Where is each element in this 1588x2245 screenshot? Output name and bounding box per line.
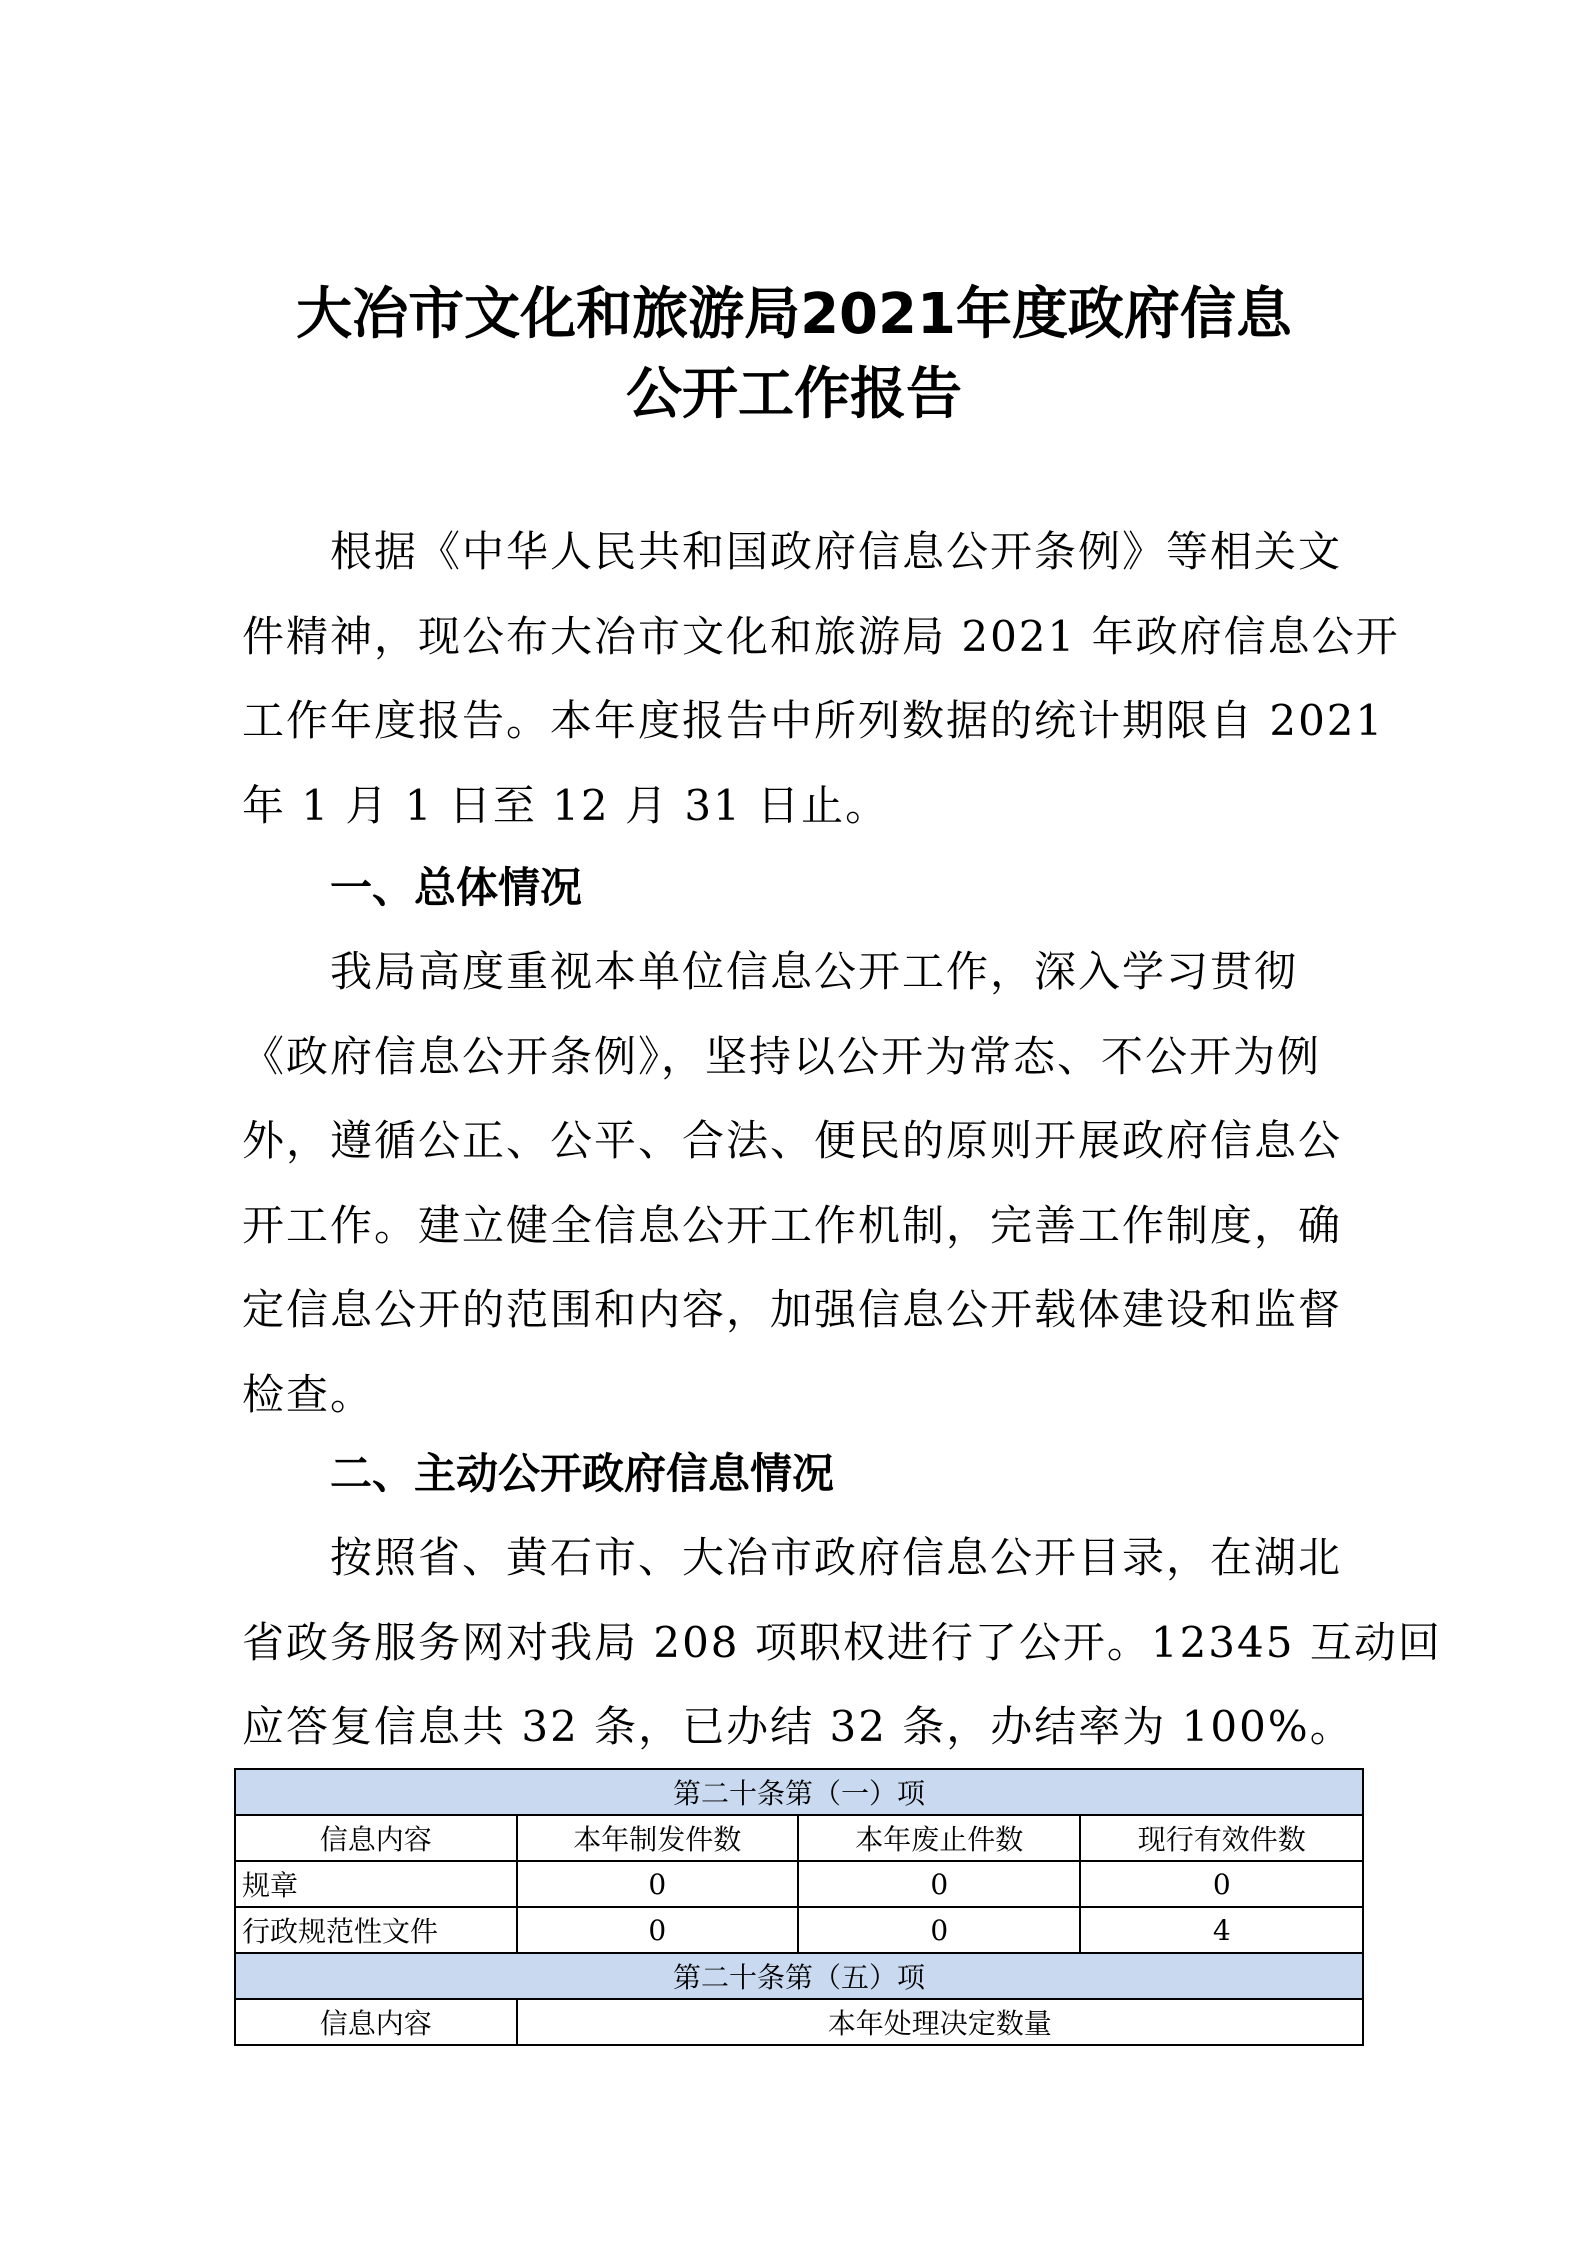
section-1-line: 检查。: [242, 1369, 375, 1419]
intro-line: 年 1 月 1 日至 12 月 31 日止。: [242, 780, 890, 830]
intro-line: 根据《中华人民共和国政府信息公开条例》等相关文: [242, 527, 1343, 576]
table-row: [235, 1907, 1363, 1953]
table-cell-issued: 0: [517, 1861, 799, 1907]
intro-line: 工作年度报告。本年度报告中所列数据的统计期限自 2021: [242, 696, 1385, 745]
section-1-line: 我局高度重视本单位信息公开工作，深入学习贯彻: [242, 947, 1299, 996]
table-header-cell: 本年废止件数: [798, 1815, 1080, 1861]
section-1-line: 定信息公开的范围和内容，加强信息公开载体建设和监督: [242, 1285, 1343, 1334]
section-1-line: 开工作。建立健全信息公开工作机制，完善工作制度，确: [242, 1200, 1343, 1250]
table-header-row: [235, 1999, 1363, 2045]
table-cell-abolished: 0: [798, 1861, 1080, 1907]
table-cell-valid: 0: [1080, 1861, 1363, 1907]
section-1-line: 外，遵循公正、公平、合法、便民的原则开展政府信息公: [242, 1116, 1343, 1165]
table-header-cell: 本年处理决定数量: [517, 1999, 1364, 2045]
table-header-cell: 信息内容: [235, 1999, 517, 2045]
table-row-label: 行政规范性文件: [235, 1907, 517, 1953]
table-cell-issued: 0: [517, 1907, 799, 1953]
disclosure-table: [234, 1768, 1364, 2046]
table-header-row: [235, 1815, 1363, 1861]
table-cell-valid: 4: [1080, 1907, 1363, 1953]
section-1-heading: 一、总体情况: [330, 863, 583, 912]
table-header-cell: 信息内容: [235, 1815, 517, 1861]
table-band-row: [235, 1769, 1363, 1815]
report-title-line-1: 大冶市文化和旅游局2021年度政府信息: [296, 282, 1292, 347]
table-cell-abolished: 0: [798, 1907, 1080, 1953]
section-2-line: 应答复信息共 32 条，已办结 32 条，办结率为 100%。: [242, 1702, 1354, 1751]
table-band-row: [235, 1953, 1363, 1999]
table-header-cell: 本年制发件数: [517, 1815, 799, 1861]
section-2-line: 省政务服务网对我局 208 项职权进行了公开。12345 互动回: [242, 1617, 1442, 1667]
section-2-heading: 二、主动公开政府信息情况: [330, 1449, 835, 1498]
table-band-article-20-1: 第二十条第（一）项: [235, 1769, 1363, 1815]
report-title-line-2: 公开工作报告: [626, 362, 962, 427]
table-row: [235, 1861, 1363, 1907]
table-row-label: 规章: [235, 1861, 517, 1907]
section-2-paragraph: [242, 1516, 1442, 1770]
section-2-line: 按照省、黄石市、大冶市政府信息公开目录，在湖北: [242, 1533, 1343, 1582]
section-1-paragraph: [242, 930, 1360, 1437]
table-band-article-20-5: 第二十条第（五）项: [235, 1953, 1363, 1999]
table-header-cell: 现行有效件数: [1080, 1815, 1363, 1861]
section-1-line: 《政府信息公开条例》，坚持以公开为常态、不公开为例: [242, 1031, 1322, 1081]
intro-paragraph: [242, 510, 1400, 848]
intro-line: 件精神，现公布大冶市文化和旅游局 2021 年政府信息公开: [242, 611, 1400, 661]
